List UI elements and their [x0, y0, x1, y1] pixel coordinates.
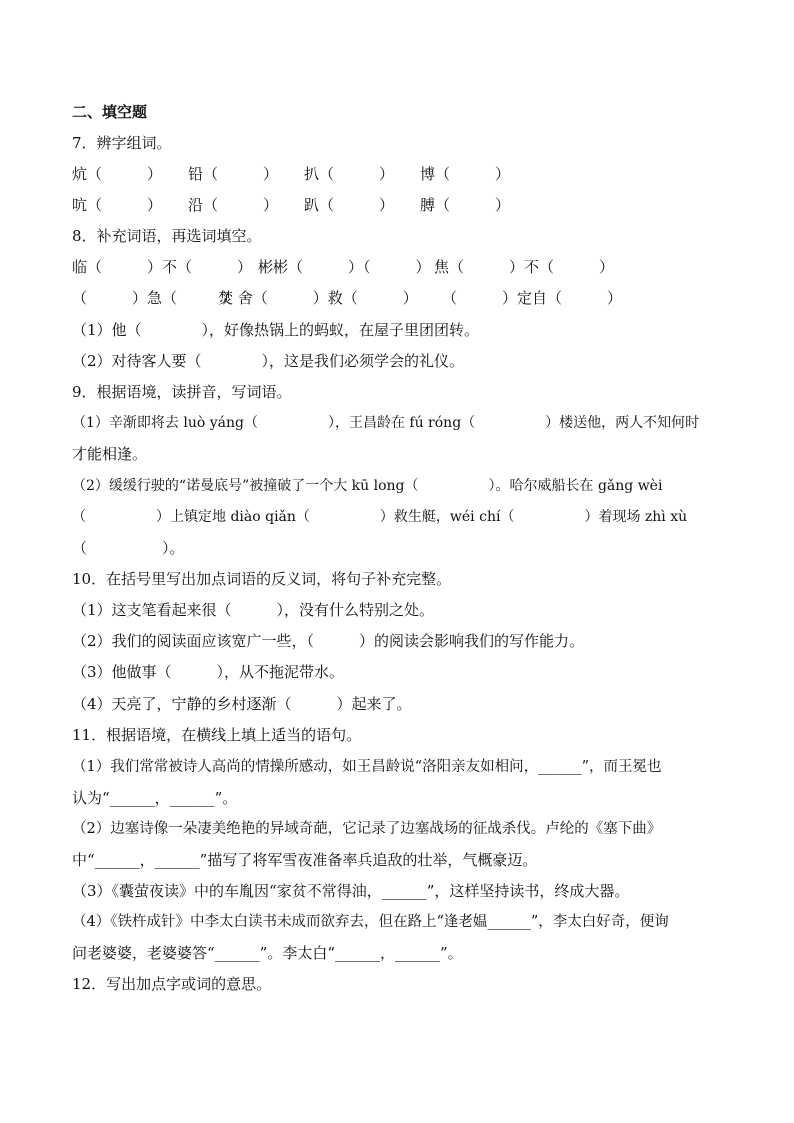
q10-sentence-2: （2）我们的阅读面应该宽广一些，（ ）的阅读会影响我们的写作能力。 — [72, 632, 585, 650]
q9-prompt: 9．根据语境，读拼音，写词语。 — [72, 383, 292, 401]
q10-sentence-1: （1）这支笔看起来很（ ），没有什么特别之处。 — [72, 601, 435, 619]
q7-item: 趴（ ） — [304, 196, 395, 214]
q7-item: 博（ ） — [420, 165, 511, 183]
q10-prompt: 10．在括号里写出加点词语的反义词，将句子补充完整。 — [72, 570, 452, 588]
q12-prompt: 12．写出加点字或词的意思。 — [72, 975, 272, 993]
q8-item: 焦（ ）不（ ） — [434, 258, 615, 276]
q8-item: 彬彬（ ）（ ） — [258, 258, 431, 276]
q9-sentence-2-end: （ ）。 — [72, 539, 185, 557]
q8-prompt: 8．补充词语，再选词填空。 — [72, 227, 262, 245]
q7-prompt: 7．辨字组词。 — [72, 134, 172, 152]
q10-sentence-3: （3）他做事（ ），从不拖泥带水。 — [72, 663, 345, 681]
q11-sentence-2: （2）边塞诗像一朵凄美绝艳的异域奇葩，它记录了边塞战场的征战杀伐。卢纶的《塞下曲》 — [72, 821, 662, 837]
q7-item: 铅（ ） — [188, 165, 279, 183]
q11-sentence-4: （4）《铁杵成针》中李太白读书未成而欲弃去，但在路上“逢老媪______”，李太白好奇，便询 — [72, 914, 669, 930]
q11-sentence-4-cont: 问老婆婆，老婆婆答“______”。李太白“______，______”。 — [72, 944, 463, 962]
q7-item: 沿（ ） — [188, 196, 279, 214]
q8-sentence-2: （2）对待客人要（ ），这是我们必须学会的礼仪。 — [72, 352, 465, 370]
q11-sentence-1-cont: 认为“______，______”。 — [72, 789, 238, 807]
q9-sentence-1-cont: 才能相逢。 — [72, 445, 148, 463]
q11-sentence-1: （1）我们常常被诗人高尚的情操所感动，如王昌龄说“洛阳亲友如相问，______”，而王冕也 — [72, 759, 662, 775]
q8-item: （ ）急（ ） — [72, 289, 238, 307]
q11-prompt: 11．根据语境，在横线上填上适当的语句。 — [72, 726, 362, 744]
q10-sentence-4: （4）天亮了，宁静的乡村逐渐（ ）起来了。 — [72, 695, 412, 713]
q7-item: 吭（ ） — [72, 196, 163, 214]
section-heading: 二、填空题 — [72, 103, 148, 121]
q7-item: 膊（ ） — [420, 196, 511, 214]
q8-sentence-1: （1）他（ ），好像热锅上的蚂蚁，在屋子里团团转。 — [72, 321, 480, 339]
q8-row-1 — [72, 257, 728, 277]
q11-sentence-2-cont: 中“______，______”描写了将军雪夜准备率兵追敌的壮举，气概豪迈。 — [72, 851, 538, 869]
q7-row-1 — [72, 164, 728, 184]
q8-item: 焚 舍（ ）救（ ） — [218, 289, 418, 307]
q8-item: （ ）定自（ ） — [442, 289, 623, 307]
q9-sentence-2: （2）缓缓行驶的“诺曼底号”被撞破了一个大 kū long（ ）。哈尔威船长在 gǎng wèi — [72, 478, 663, 494]
q11-sentence-3: （3）《囊萤夜读》中的车胤因“家贫不常得油，______”，这样坚持读书，终成大器。 — [72, 882, 630, 900]
q9-sentence-2-cont: （ ）上镇定地 diào qiǎn（ ）救生艇，wéi chí（ ）着现场 zhì xù — [72, 509, 688, 525]
q8-row-2 — [72, 288, 728, 308]
q8-item: 临（ ）不（ ） — [72, 258, 253, 276]
q7-row-2 — [72, 195, 728, 215]
q9-sentence-1: （1）辛渐即将去 luò yáng（ ），王昌龄在 fú róng（ ）楼送他，两人不知何时 — [72, 415, 700, 431]
q7-item: 炕（ ） — [72, 165, 163, 183]
q7-item: 扒（ ） — [304, 165, 395, 183]
